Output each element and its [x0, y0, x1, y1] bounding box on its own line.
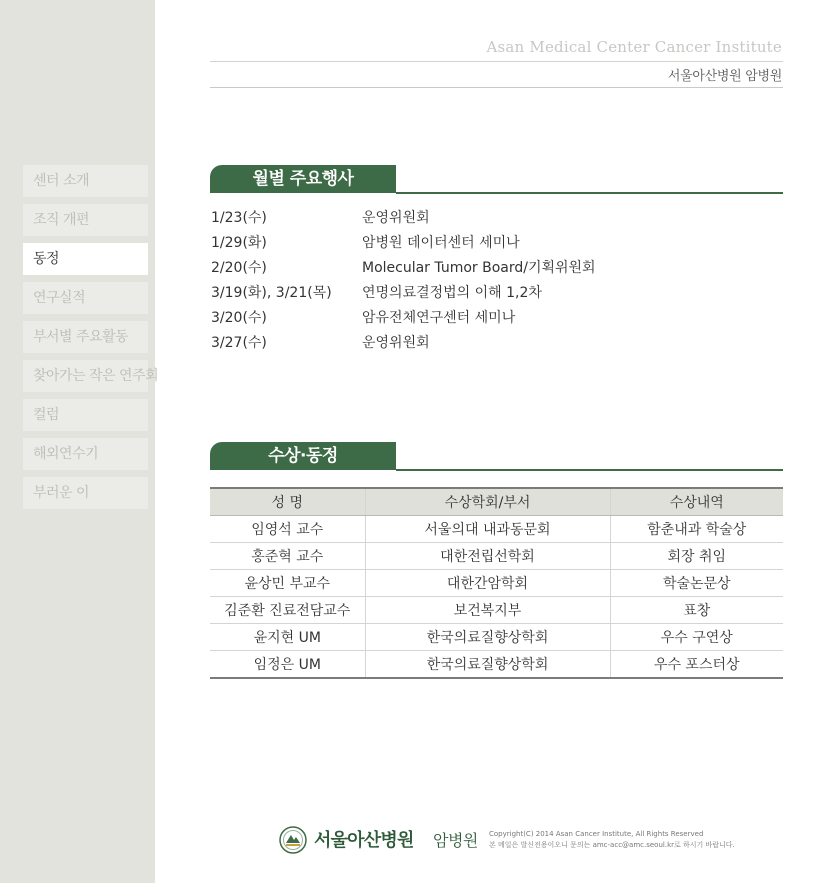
event-name: 암유전체연구센터 세미나 — [362, 310, 516, 326]
footer-copyright: Copyright(C) 2014 Asan Cancer Institute, All Rights Reserved — [489, 830, 704, 838]
cell-award: 학술논문상 — [610, 570, 783, 597]
cell-award: 회장 취임 — [610, 543, 783, 570]
header-divider-bottom — [210, 87, 783, 88]
event-name: 암병원 데이터센터 세미나 — [362, 235, 520, 251]
column-header-award: 수상내역 — [610, 488, 783, 516]
sidebar-item-small-concert[interactable] — [23, 360, 159, 392]
list-item — [211, 306, 783, 331]
table-row — [210, 624, 783, 651]
cell-name: 임정은 UM — [210, 651, 365, 679]
sidebar-item-label: 부서별 주요활동 — [33, 329, 129, 345]
event-date: 2/20(수) — [211, 260, 267, 276]
sidebar-item-label: 센터 소개 — [33, 173, 90, 189]
sidebar-item-overseas-training[interactable] — [23, 438, 148, 470]
cell-name: 홍준혁 교수 — [210, 543, 365, 570]
awards-section-title: 수상·동정 — [210, 442, 396, 470]
event-date: 3/27(수) — [211, 335, 267, 351]
sidebar-item-column[interactable] — [23, 399, 148, 431]
column-header-organization: 수상학회/부서 — [365, 488, 610, 516]
sidebar-item-department-activities[interactable] — [23, 321, 148, 353]
event-name: 운영위원회 — [362, 210, 430, 226]
header-title-en: Asan Medical Center Cancer Institute — [486, 38, 782, 56]
list-item — [211, 231, 783, 256]
list-item — [211, 281, 783, 306]
awards-section-divider — [396, 469, 783, 471]
table-row — [210, 597, 783, 624]
cell-organization: 한국의료질향상학회 — [365, 624, 610, 651]
event-name: 연명의료결정법의 이해 1,2차 — [362, 285, 542, 301]
event-name: Molecular Tumor Board/기획위원회 — [362, 260, 596, 276]
cell-organization: 보건복지부 — [365, 597, 610, 624]
header-divider-top — [210, 61, 783, 62]
cell-award: 우수 구연상 — [610, 624, 783, 651]
sidebar-item-research[interactable] — [23, 282, 148, 314]
sidebar-item-label: 찾아가는 작은 연주회 — [33, 368, 159, 384]
table-row — [210, 516, 783, 543]
sidebar-item-label: 부러운 이 — [33, 485, 90, 501]
events-section-divider — [396, 192, 783, 194]
asan-medical-center-seal-icon — [279, 826, 307, 858]
footer-notice: 본 메일은 발신전용이오니 문의는 amc-acc@amc.seoul.kr로 하시기 바랍니다. — [489, 841, 735, 849]
sidebar-item-news[interactable] — [23, 243, 148, 275]
cell-award: 함춘내과 학술상 — [610, 516, 783, 543]
cell-organization: 서울의대 내과동문회 — [365, 516, 610, 543]
sidebar-item-label: 조직 개편 — [33, 212, 90, 228]
header-title-ko: 서울아산병원 암병원 — [667, 69, 782, 84]
awards-table — [210, 487, 783, 679]
list-item — [211, 331, 783, 356]
cell-name: 김준환 진료전담교수 — [210, 597, 365, 624]
table-row — [210, 543, 783, 570]
cell-name: 윤상민 부교수 — [210, 570, 365, 597]
cell-organization: 대한간암학회 — [365, 570, 610, 597]
cell-organization: 한국의료질향상학회 — [365, 651, 610, 679]
table-row — [210, 651, 783, 679]
cell-name: 윤지현 UM — [210, 624, 365, 651]
events-section-title: 월별 주요행사 — [210, 165, 396, 193]
sidebar-item-label: 동정 — [33, 251, 60, 267]
table-header-row — [210, 488, 783, 516]
cell-award: 표창 — [610, 597, 783, 624]
sidebar-item-label: 연구실적 — [33, 290, 86, 306]
list-item — [211, 256, 783, 281]
events-list — [211, 206, 783, 356]
event-name: 운영위원회 — [362, 335, 430, 351]
event-date: 1/29(화) — [211, 235, 267, 251]
cell-name: 임영석 교수 — [210, 516, 365, 543]
list-item — [211, 206, 783, 231]
sidebar — [0, 0, 159, 883]
footer-org-sub: 암병원 — [433, 831, 478, 850]
sidebar-item-envy[interactable] — [23, 477, 148, 509]
table-row — [210, 570, 783, 597]
sidebar-item-label: 컬럼 — [33, 407, 60, 423]
event-date: 3/19(화), 3/21(목) — [211, 285, 332, 301]
sidebar-nav — [23, 165, 159, 516]
event-date: 3/20(수) — [211, 310, 267, 326]
cell-award: 우수 포스터상 — [610, 651, 783, 679]
sidebar-item-center-intro[interactable] — [23, 165, 148, 197]
column-header-name: 성 명 — [210, 488, 365, 516]
event-date: 1/23(수) — [211, 210, 267, 226]
footer-copyright-block — [489, 829, 735, 851]
footer-org-name: 서울아산병원 — [314, 830, 414, 851]
cell-organization: 대한전립선학회 — [365, 543, 610, 570]
sidebar-item-label: 해외연수기 — [33, 446, 99, 462]
sidebar-item-reorganization[interactable] — [23, 204, 148, 236]
